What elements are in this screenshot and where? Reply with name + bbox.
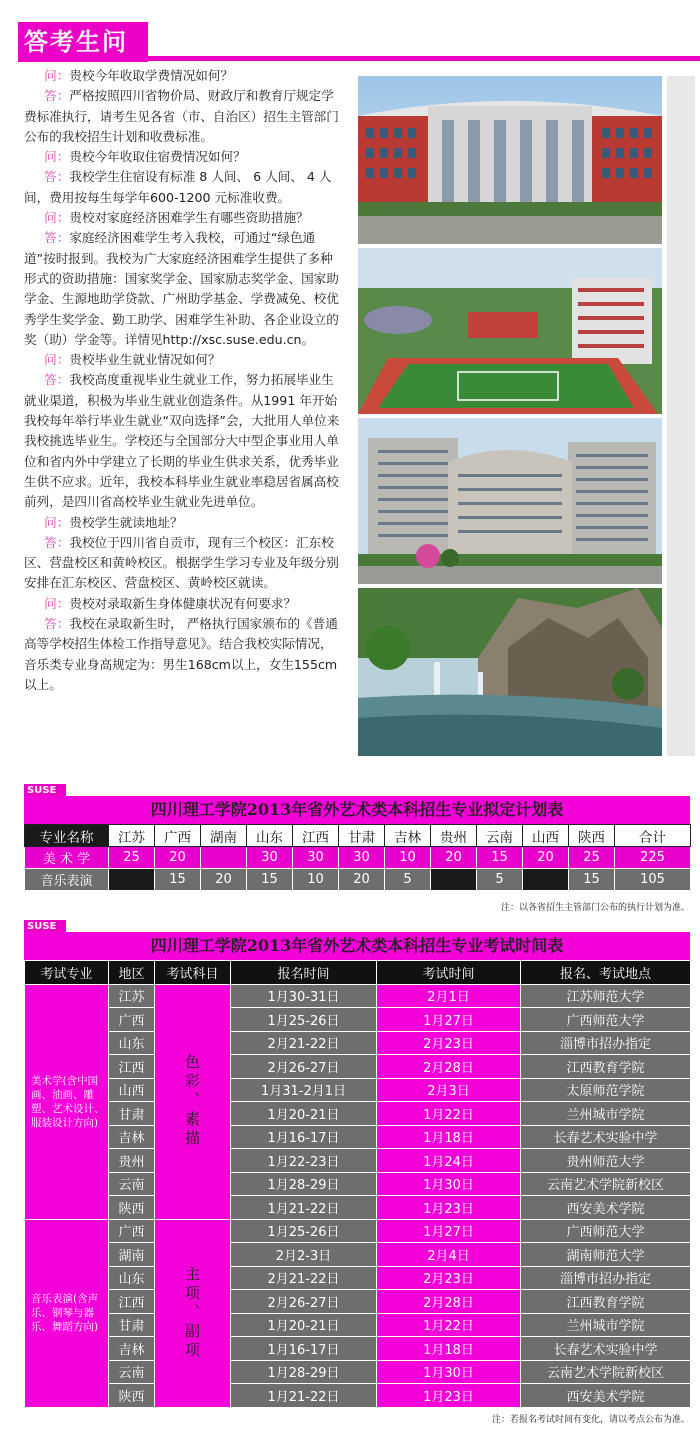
schedule-region-cell: 江苏 bbox=[109, 984, 155, 1008]
question-line bbox=[24, 147, 342, 167]
plan-value-cell: 225 bbox=[615, 847, 691, 869]
schedule-exam-date-cell: 1月23日 bbox=[377, 1196, 521, 1220]
plan-row-music bbox=[25, 869, 691, 891]
schedule-exam-date-cell: 1月18日 bbox=[377, 1125, 521, 1149]
answer-text: 家庭经济困难学生考入我校，可通过“绿色通道”按时报到。我校为广大家庭经济困难学生提供了多种形式的资助措施：国家奖学金、国家励志奖学金、国家助学金、生源地助学贷款、广州助学基金、学费减免、校优秀学生奖学金、勤工助学、困难学生补助、各企业设立的奖（助）学金等。详情见http://xsc.suse.edu.cn。 bbox=[24, 230, 339, 347]
plan-value-cell bbox=[109, 869, 155, 891]
answer-text: 我校学生住宿设有标准 8 人间、 6 人间、 4 人间，费用按每生每学年600-1200 元标准收费。 bbox=[24, 169, 332, 205]
plan-value-cell: 30 bbox=[339, 847, 385, 869]
plan-value-cell: 20 bbox=[431, 847, 477, 869]
question-tag: 问： bbox=[44, 149, 70, 165]
answer-text: 严格按照四川省物价局、财政厅和教育厅规定学费标准执行，请考生见各省（市、自治区）招生主管部门公布的我校招生计划和收费标准。 bbox=[24, 88, 339, 144]
schedule-region-cell: 云南 bbox=[109, 1172, 155, 1196]
schedule-location-cell: 广西师范大学 bbox=[521, 1008, 691, 1032]
schedule-exam-date-cell: 1月30日 bbox=[377, 1360, 521, 1384]
plan-major-cell: 音乐表演 bbox=[25, 869, 109, 891]
schedule-location-cell: 淄博市招办指定 bbox=[521, 1266, 691, 1290]
answer-text: 我校在录取新生时， 严格执行国家颁布的《普通高等学校招生体检工作指导意见》。结合我校实际情况，音乐类专业身高规定为：男生168cm以上，女生155cm以上。 bbox=[24, 616, 338, 692]
schedule-note: 注：若报名考试时间有变化，请以考点公布为准。 bbox=[491, 1415, 690, 1425]
plan-header-cell: 江西 bbox=[293, 825, 339, 847]
schedule-registration-cell: 2月21-22日 bbox=[231, 1031, 377, 1055]
plan-value-cell: 30 bbox=[293, 847, 339, 869]
schedule-row bbox=[25, 1313, 691, 1337]
schedule-exam-date-cell: 1月23日 bbox=[377, 1384, 521, 1408]
schedule-registration-cell: 1月20-21日 bbox=[231, 1313, 377, 1337]
schedule-registration-cell: 1月20-21日 bbox=[231, 1102, 377, 1126]
question-line bbox=[24, 594, 342, 614]
question-line bbox=[24, 66, 342, 86]
schedule-row bbox=[25, 1290, 691, 1314]
schedule-header-cell: 报名、考试地点 bbox=[521, 961, 691, 985]
schedule-row bbox=[25, 1384, 691, 1408]
rock-waterfall-garden-photo bbox=[358, 588, 662, 756]
schedule-registration-cell: 2月2-3日 bbox=[231, 1243, 377, 1267]
plan-header-cell: 陕西 bbox=[569, 825, 615, 847]
section-header-title: 答考生问 bbox=[18, 22, 148, 62]
schedule-table bbox=[24, 960, 691, 1408]
schedule-row bbox=[25, 1243, 691, 1267]
answer-tag: 答： bbox=[44, 372, 70, 388]
answer-line bbox=[24, 228, 342, 350]
schedule-section-tag: SUSE bbox=[24, 920, 66, 934]
question-tag: 问： bbox=[44, 352, 70, 368]
plan-header-cell: 江苏 bbox=[109, 825, 155, 847]
schedule-exam-date-cell: 2月23日 bbox=[377, 1031, 521, 1055]
plan-header-row bbox=[25, 825, 691, 847]
schedule-location-cell: 江西教育学院 bbox=[521, 1055, 691, 1079]
schedule-region-cell: 广西 bbox=[109, 1008, 155, 1032]
schedule-row bbox=[25, 1125, 691, 1149]
plan-value-cell bbox=[431, 869, 477, 891]
schedule-registration-cell: 1月21-22日 bbox=[231, 1384, 377, 1408]
schedule-region-cell: 山西 bbox=[109, 1078, 155, 1102]
schedule-region-cell: 吉林 bbox=[109, 1125, 155, 1149]
plan-value-cell: 5 bbox=[385, 869, 431, 891]
schedule-row bbox=[25, 1102, 691, 1126]
schedule-location-cell: 云南艺术学院新校区 bbox=[521, 1172, 691, 1196]
schedule-exam-date-cell: 1月27日 bbox=[377, 1008, 521, 1032]
schedule-registration-cell: 2月26-27日 bbox=[231, 1055, 377, 1079]
plan-value-cell: 10 bbox=[385, 847, 431, 869]
schedule-exam-date-cell: 1月18日 bbox=[377, 1337, 521, 1361]
plan-section-tag: SUSE bbox=[24, 784, 66, 798]
schedule-exam-date-cell: 2月28日 bbox=[377, 1290, 521, 1314]
schedule-table-title: 四川理工学院2013年省外艺术类本科招生专业考试时间表 bbox=[24, 932, 690, 960]
plan-table-title: 四川理工学院2013年省外艺术类本科招生专业拟定计划表 bbox=[24, 796, 690, 824]
schedule-exam-date-cell: 2月23日 bbox=[377, 1266, 521, 1290]
schedule-registration-cell: 1月22-23日 bbox=[231, 1149, 377, 1173]
schedule-location-cell: 淄博市招办指定 bbox=[521, 1031, 691, 1055]
campus-building-photo bbox=[358, 76, 662, 244]
answer-line bbox=[24, 370, 342, 512]
plan-value-cell: 10 bbox=[293, 869, 339, 891]
schedule-location-cell: 云南艺术学院新校区 bbox=[521, 1360, 691, 1384]
answer-tag: 答： bbox=[44, 169, 70, 185]
schedule-region-cell: 山东 bbox=[109, 1266, 155, 1290]
schedule-registration-cell: 1月16-17日 bbox=[231, 1337, 377, 1361]
plan-header-cell: 甘肃 bbox=[339, 825, 385, 847]
schedule-exam-date-cell: 1月24日 bbox=[377, 1149, 521, 1173]
plan-table bbox=[24, 824, 691, 891]
schedule-location-cell: 兰州城市学院 bbox=[521, 1102, 691, 1126]
schedule-registration-cell: 1月25-26日 bbox=[231, 1008, 377, 1032]
schedule-location-cell: 长春艺术实验中学 bbox=[521, 1337, 691, 1361]
schedule-row bbox=[25, 1337, 691, 1361]
schedule-location-cell: 贵州师范大学 bbox=[521, 1149, 691, 1173]
answer-line bbox=[24, 86, 342, 147]
schedule-region-cell: 甘肃 bbox=[109, 1102, 155, 1126]
question-tag: 问： bbox=[44, 68, 70, 83]
plan-value-cell: 5 bbox=[477, 869, 523, 891]
schedule-header-cell: 地区 bbox=[109, 961, 155, 985]
schedule-region-cell: 山东 bbox=[109, 1031, 155, 1055]
plan-value-cell: 25 bbox=[569, 847, 615, 869]
schedule-registration-cell: 1月28-29日 bbox=[231, 1172, 377, 1196]
schedule-subject-text: 主项、副项 bbox=[183, 1265, 201, 1361]
schedule-exam-date-cell: 2月3日 bbox=[377, 1078, 521, 1102]
question-text: 贵校今年收取学费情况如何？ bbox=[69, 68, 234, 83]
answer-line bbox=[24, 614, 342, 695]
plan-value-cell: 15 bbox=[569, 869, 615, 891]
schedule-location-cell: 西安美术学院 bbox=[521, 1384, 691, 1408]
schedule-header-cell: 考试专业 bbox=[25, 961, 109, 985]
schedule-row bbox=[25, 1266, 691, 1290]
plan-value-cell: 20 bbox=[523, 847, 569, 869]
answer-tag: 答： bbox=[44, 88, 70, 104]
schedule-row bbox=[25, 984, 691, 1008]
campus-photos bbox=[358, 76, 664, 756]
plan-value-cell: 20 bbox=[201, 869, 247, 891]
question-text: 贵校对录取新生身体健康状况有何要求？ bbox=[69, 595, 297, 611]
question-tag: 问： bbox=[44, 595, 70, 611]
answer-line bbox=[24, 167, 342, 208]
schedule-row bbox=[25, 1055, 691, 1079]
plan-row-fine-arts bbox=[25, 847, 691, 869]
plan-value-cell: 20 bbox=[339, 869, 385, 891]
schedule-location-cell: 江苏师范大学 bbox=[521, 984, 691, 1008]
schedule-header-cell: 考试时间 bbox=[377, 961, 521, 985]
plan-major-cell: 美 术 学 bbox=[25, 847, 109, 869]
plan-value-cell: 20 bbox=[155, 847, 201, 869]
plan-value-cell: 25 bbox=[109, 847, 155, 869]
question-line bbox=[24, 513, 342, 533]
schedule-region-cell: 吉林 bbox=[109, 1337, 155, 1361]
schedule-region-cell: 陕西 bbox=[109, 1196, 155, 1220]
question-tag: 问： bbox=[44, 210, 70, 226]
plan-value-cell bbox=[523, 869, 569, 891]
schedule-row bbox=[25, 1360, 691, 1384]
schedule-region-cell: 江西 bbox=[109, 1055, 155, 1079]
schedule-row bbox=[25, 1078, 691, 1102]
answer-tag: 答： bbox=[44, 616, 70, 632]
plan-value-cell: 15 bbox=[477, 847, 523, 869]
plan-value-cell: 105 bbox=[615, 869, 691, 891]
plan-header-cell: 广西 bbox=[155, 825, 201, 847]
schedule-registration-cell: 2月21-22日 bbox=[231, 1266, 377, 1290]
schedule-header-row bbox=[25, 961, 691, 985]
schedule-row bbox=[25, 1149, 691, 1173]
plan-value-cell: 15 bbox=[247, 869, 293, 891]
schedule-region-cell: 甘肃 bbox=[109, 1313, 155, 1337]
schedule-location-cell: 广西师范大学 bbox=[521, 1219, 691, 1243]
schedule-region-cell: 湖南 bbox=[109, 1243, 155, 1267]
schedule-region-cell: 贵州 bbox=[109, 1149, 155, 1173]
schedule-major-cell: 音乐表演(含声乐、钢琴与器乐、舞蹈方向) bbox=[25, 1219, 109, 1407]
schedule-subject-cell bbox=[155, 984, 231, 1219]
plan-header-cell: 山西 bbox=[523, 825, 569, 847]
schedule-registration-cell: 1月28-29日 bbox=[231, 1360, 377, 1384]
schedule-row bbox=[25, 1031, 691, 1055]
schedule-location-cell: 湖南师范大学 bbox=[521, 1243, 691, 1267]
answer-tag: 答： bbox=[44, 534, 70, 550]
schedule-location-cell: 太原师范学院 bbox=[521, 1078, 691, 1102]
plan-value-cell: 30 bbox=[247, 847, 293, 869]
question-tag: 问： bbox=[44, 514, 70, 530]
answer-text: 我校位于四川省自贡市，现有三个校区：汇东校区、营盘校区和黄岭校区。根据学生学习专业及年级分别安排在汇东校区、营盘校区、黄岭校区就读。 bbox=[24, 534, 339, 591]
plan-header-cell: 湖南 bbox=[201, 825, 247, 847]
question-text: 贵校毕业生就业情况如何？ bbox=[69, 352, 221, 368]
question-text: 贵校对家庭经济困难学生有哪些资助措施？ bbox=[69, 210, 309, 226]
schedule-region-cell: 云南 bbox=[109, 1360, 155, 1384]
schedule-location-cell: 兰州城市学院 bbox=[521, 1313, 691, 1337]
question-text: 贵校今年收取住宿费情况如何？ bbox=[69, 149, 246, 165]
schedule-header-cell: 考试科目 bbox=[155, 961, 231, 985]
schedule-exam-date-cell: 1月22日 bbox=[377, 1313, 521, 1337]
schedule-registration-cell: 1月25-26日 bbox=[231, 1219, 377, 1243]
schedule-exam-date-cell: 1月22日 bbox=[377, 1102, 521, 1126]
side-gray-bar bbox=[667, 76, 695, 756]
plan-header-cell: 合计 bbox=[615, 825, 691, 847]
schedule-registration-cell: 1月21-22日 bbox=[231, 1196, 377, 1220]
schedule-exam-date-cell: 2月28日 bbox=[377, 1055, 521, 1079]
question-line bbox=[24, 350, 342, 370]
schedule-region-cell: 陕西 bbox=[109, 1384, 155, 1408]
plan-value-cell: 15 bbox=[155, 869, 201, 891]
qa-text-block bbox=[24, 66, 342, 695]
schedule-region-cell: 广西 bbox=[109, 1219, 155, 1243]
schedule-location-cell: 江西教育学院 bbox=[521, 1290, 691, 1314]
plan-header-cell: 云南 bbox=[477, 825, 523, 847]
plan-header-cell: 专业名称 bbox=[25, 825, 109, 847]
answer-line bbox=[24, 533, 342, 594]
campus-aerial-photo bbox=[358, 248, 662, 414]
schedule-registration-cell: 2月26-27日 bbox=[231, 1290, 377, 1314]
schedule-registration-cell: 1月16-17日 bbox=[231, 1125, 377, 1149]
schedule-row bbox=[25, 1219, 691, 1243]
plan-header-cell: 贵州 bbox=[431, 825, 477, 847]
schedule-exam-date-cell: 1月27日 bbox=[377, 1219, 521, 1243]
answer-text: 我校高度重视毕业生就业工作，努力拓展毕业生就业渠道，积极为毕业生就业创造条件。从1991 年开始我校每年举行毕业生就业“双向选择”会，大批用人单位来我校挑选毕业生。学校还与全国部分大中型企事业用人单位和省内外中学建立了长期的毕业生供求关系，优秀毕业生供不应求。近年，我校本科毕业生就业率稳居省属高校前列，是四川省高校毕业生就业先进单位。 bbox=[24, 372, 340, 510]
schedule-exam-date-cell: 1月30日 bbox=[377, 1172, 521, 1196]
schedule-exam-date-cell: 2月4日 bbox=[377, 1243, 521, 1267]
plan-header-cell: 山东 bbox=[247, 825, 293, 847]
schedule-subject-text: 色彩、素描 bbox=[183, 1054, 201, 1149]
schedule-subject-cell bbox=[155, 1219, 231, 1407]
schedule-location-cell: 长春艺术实验中学 bbox=[521, 1125, 691, 1149]
schedule-row bbox=[25, 1172, 691, 1196]
schedule-header-cell: 报名时间 bbox=[231, 961, 377, 985]
plan-header-cell: 吉林 bbox=[385, 825, 431, 847]
schedule-location-cell: 西安美术学院 bbox=[521, 1196, 691, 1220]
plan-value-cell bbox=[201, 847, 247, 869]
schedule-registration-cell: 1月31-2月1日 bbox=[231, 1078, 377, 1102]
library-building-photo bbox=[358, 418, 662, 584]
schedule-row bbox=[25, 1196, 691, 1220]
question-text: 贵校学生就读地址？ bbox=[69, 514, 183, 530]
plan-note: 注：以各省招生主管部门公布的执行计划为准。 bbox=[500, 903, 690, 913]
question-line bbox=[24, 208, 342, 228]
schedule-row bbox=[25, 1008, 691, 1032]
schedule-region-cell: 江西 bbox=[109, 1290, 155, 1314]
answer-tag: 答： bbox=[44, 230, 70, 246]
schedule-registration-cell: 1月30-31日 bbox=[231, 984, 377, 1008]
schedule-exam-date-cell: 2月1日 bbox=[377, 984, 521, 1008]
schedule-major-cell: 美术学(含中国画、油画、雕塑、艺术设计、服装设计方向) bbox=[25, 984, 109, 1219]
